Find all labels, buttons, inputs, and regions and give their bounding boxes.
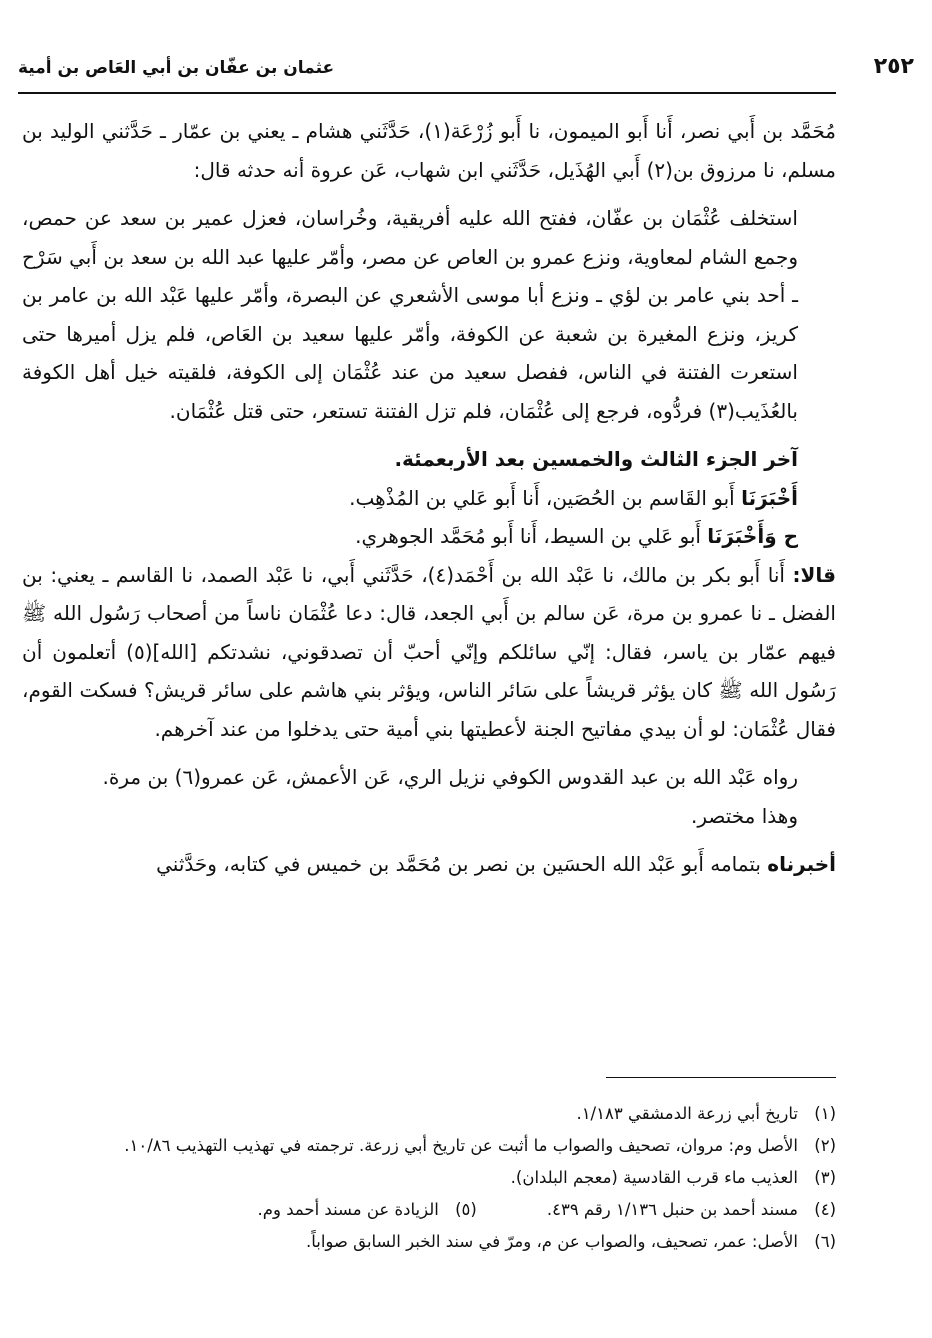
paragraph-isnad: مُحَمَّد بن أَبي نصر، أَنا أَبو الميمون، نا أَبو زُرْعَة(١)، حَدَّثَني هشام ـ يعني بن عمّار ـ حَدَّثني الوليد بن مسلم، نا مرزوق بن(٢) أَبي الهُذَيل، حَدَّثَني ابن شهاب، عَن عروة أنه حدثه قال: — [22, 119, 836, 182]
paragraph-riwaya: رواه عَبْد الله بن عبد القدوس الكوفي نزيل الري، عَن الأعمش، عَن عمرو(٦) بن مرة. — [102, 765, 798, 789]
wa-akhbarana-label: ح وَأَخْبَرَنَا — [707, 524, 798, 548]
akhbaranahu-text: بتمامه أَبو عَبْد الله الحسَين بن نصر بن مُحَمَّد بن خميس في كتابه، وحَدَّثني — [156, 852, 768, 876]
footnote — [22, 1130, 836, 1162]
hadith-text: أَنا أَبو بكر بن مالك، نا عَبْد الله بن أَحْمَد(٤)، حَدَّثَني أَبي، نا عَبْد الصمد، نا القاسم ـ يعني: بن الفضل ـ نا عمرو بن مرة، عَن سالم بن أَبي الجعد، قال: دعا عُثْمَان ناساً من أصحاب رَسُول الله ﷺ فيهم عمّار بن ياسر، فقال: إنّي سائلكم وإنّي أحبّ أن تصدقوني، نشدتكم [الله](٥) أتعلمون أن رَسُول الله ﷺ كان يؤثر قريشاً على سَائر الناس، ويؤثر بني هاشم على سائر قريش؟ فسكت القوم، فقال عُثْمَان: لو أن بيدي مفاتيح الجنة لأعطيتها بني أمية حتى يدخلوا من عند آخرهم. — [22, 562, 836, 741]
footnote-number: (٥) — [455, 1200, 477, 1219]
footnote-text: الزيادة عن مسند أحمد وم. — [257, 1200, 439, 1219]
footnote — [258, 1194, 477, 1226]
paragraph-akhbarana-1 — [22, 479, 836, 518]
wa-akhbarana-text: أَبو عَلي بن السيط، أَنا أَبو مُحَمَّد الجوهري. — [355, 524, 708, 548]
footnote-number: (٦) — [814, 1232, 836, 1251]
page-header — [18, 52, 914, 92]
footnote-text: الأصل: عمر، تصحيف، والصواب عن م، ومرّ في سند الخبر السابق صواباً. — [305, 1232, 798, 1251]
main-text — [22, 112, 836, 884]
footnote-pair — [22, 1194, 836, 1226]
qala-label: قالا: — [792, 562, 836, 587]
section-end-note — [22, 440, 836, 479]
paragraph-mukhtasar: وهذا مختصر. — [690, 803, 798, 828]
footnote-rule — [606, 1077, 836, 1078]
footnote-number: (١) — [814, 1104, 836, 1123]
running-title: عثمان بن عفّان بن أبي العَاص بن أمية — [18, 58, 335, 78]
footnote-number: (٤) — [814, 1200, 836, 1219]
header-rule — [18, 92, 836, 94]
paragraph-narrative: استخلف عُثْمَان بن عفّان، ففتح الله عليه أفريقية، وخُراسان، فعزل عمير بن سعد عن حمص، وجمع الشام لمعاوية، ونزع عمرو بن العاص عن مصر، وأمّر عليها عبد الله بن سعد بن أَبي سَرْح ـ أحد بني عامر بن لؤي ـ ونزع أبا موسى الأشعري عن البصرة، وأمّر عليها عَبْد الله بن عامر بن كريز، ونزع المغيرة بن شعبة عن الكوفة، وأمّر عليها سعيد بن العَاص، فلم يزل أميرها حتى استعرت الفتنة في الناس، ففصل سعيد من عند عُثْمَان إلى الكوفة، فلقيته خيل أهل الكوفة بالعُذَيب(٣) فردُّوه، فرجع إلى عُثْمَان، فلم تزل الفتنة تستعر، حتى قتل عُثْمَان. — [22, 206, 798, 423]
section-end-text: آخر الجزء الثالث والخمسين بعد الأربعمئة. — [394, 447, 798, 471]
footnote — [22, 1226, 836, 1258]
footnote-number: (٣) — [814, 1168, 836, 1187]
footnote-number: (٢) — [814, 1136, 836, 1155]
footnote — [22, 1162, 836, 1194]
footnotes — [22, 1098, 836, 1258]
paragraph-akhbaranahu — [22, 845, 836, 884]
footnote — [22, 1098, 836, 1130]
akhbarana-text: أَبو القَاسم بن الحُصَين، أَنا أَبو عَلي بن المُذْهِب. — [349, 485, 742, 510]
footnote — [547, 1194, 836, 1226]
page-number: ٢٥٢ — [873, 54, 914, 79]
akhbaranahu-label: أخبرناه — [767, 852, 836, 876]
footnote-text: تاريخ أبي زرعة الدمشقي ١/١٨٣. — [576, 1104, 798, 1123]
paragraph-hadith — [22, 556, 836, 749]
paragraph-akhbarana-2 — [22, 517, 836, 556]
footnote-text: الأصل وم: مروان، تصحيف والصواب ما أثبت عن تاريخ أبي زرعة. ترجمته في تهذيب التهذيب ١٠/٨٦. — [124, 1136, 798, 1155]
footnote-text: مسند أحمد بن حنبل ١/١٣٦ رقم ٤٣٩. — [546, 1200, 798, 1219]
footnote-text: العذيب ماء قرب القادسية (معجم البلدان). — [510, 1168, 798, 1187]
akhbarana-label: أَخْبَرَنَا — [741, 485, 798, 510]
